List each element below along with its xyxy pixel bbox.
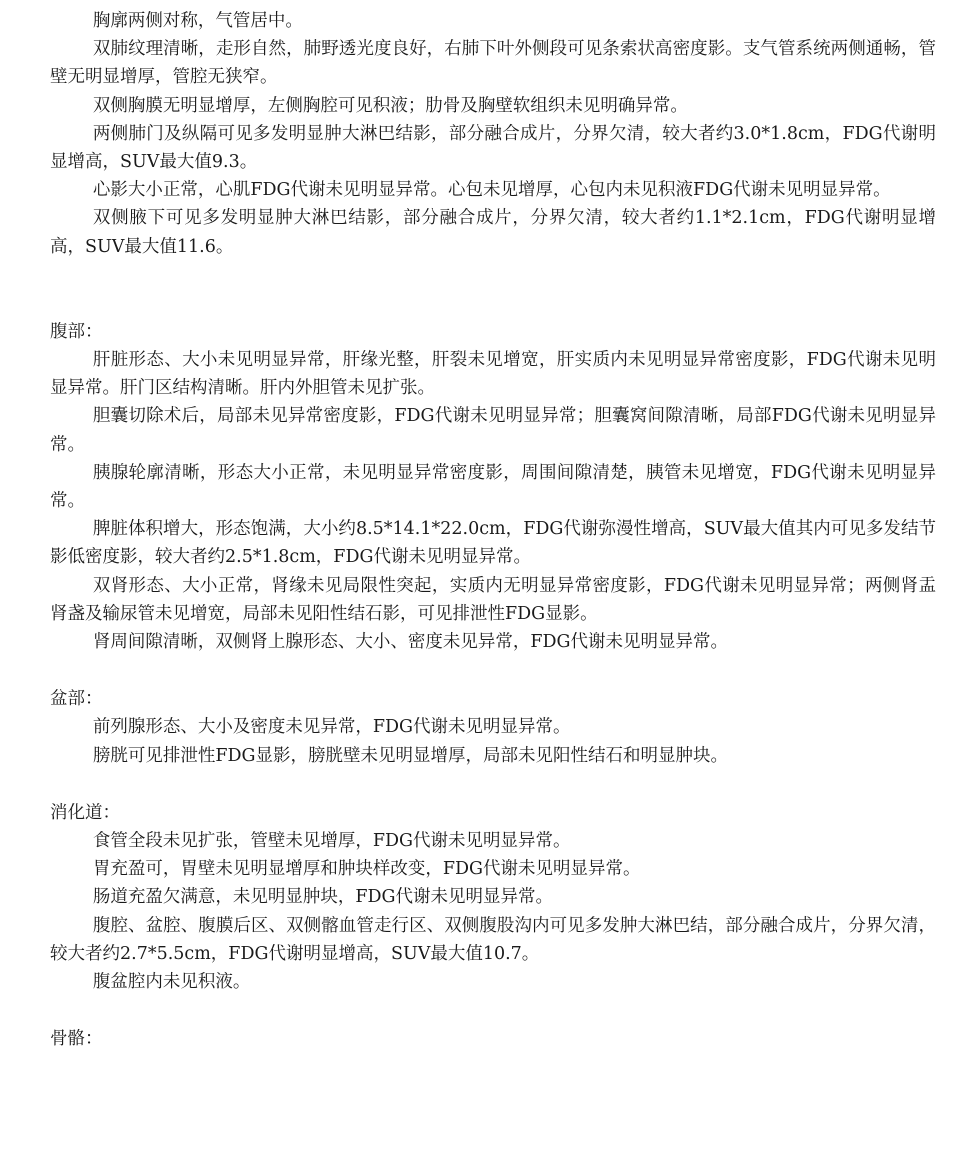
chest-paragraph: 双肺纹理清晰，走形自然，肺野透光度良好，右肺下叶外侧段可见条索状高密度影。支气管系统两侧通畅，管壁无明显增厚，管腔无狭窄。 xyxy=(50,39,936,88)
abdomen-paragraph: 肝脏形态、大小未见明显异常，肝缘光整，肝裂未见增宽，肝实质内未见明显异常密度影，FDG代谢未见明显异常。肝门区结构清晰。肝内外胆管未见扩张。 xyxy=(50,350,936,399)
digestive-paragraph: 肠道充盈欠满意，未见明显肿块，FDG代谢未见明显异常。 xyxy=(92,887,554,908)
pelvis-heading: 盆部： xyxy=(50,689,103,710)
abdomen-paragraph: 胰腺轮廓清晰，形态大小正常，未见明显异常密度影，周围间隙清楚，胰管未见增宽，FDG代谢未见明显异常。 xyxy=(50,462,936,512)
section-spacer xyxy=(50,996,936,1025)
bone-heading: 骨骼： xyxy=(50,1029,103,1050)
abdomen-paragraph: 双肾形态、大小正常，肾缘未见局限性突起，实质内无明显异常密度影，FDG代谢未见明显异常；两侧肾盂肾盏及输尿管未见增宽，局部未见阳性结石影，可见排泄性FDG显影。 xyxy=(50,575,936,624)
abdomen-paragraph: 肾周间隙清晰，双侧肾上腺形态、大小、密度未见异常，FDG代谢未见明显异常。 xyxy=(92,632,729,653)
abdomen-heading: 腹部： xyxy=(50,321,103,342)
report-body xyxy=(50,7,936,1054)
section-spacer xyxy=(50,261,936,318)
chest-paragraph: 心影大小正常，心肌FDG代谢未见明显异常。心包未见增厚，心包内未见积液FDG代谢未见明显异常。 xyxy=(92,180,891,201)
digestive-paragraph: 胃充盈可，胃壁未见明显增厚和肿块样改变，FDG代谢未见明显异常。 xyxy=(92,859,641,880)
digestive-paragraph: 腹盆腔内未见积液。 xyxy=(92,972,251,993)
chest-paragraph: 双侧腋下可见多发明显肿大淋巴结影，部分融合成片，分界欠清，较大者约1.1*2.1cm，FDG代谢明显增高，SUV最大值11.6。 xyxy=(50,208,936,257)
chest-paragraph: 双侧胸膜无明显增厚，左侧胸腔可见积液；肋骨及胸壁软组织未见明确异常。 xyxy=(92,95,688,116)
pelvis-paragraph: 前列腺形态、大小及密度未见异常，FDG代谢未见明显异常。 xyxy=(92,717,571,738)
digestive-heading: 消化道： xyxy=(50,802,120,823)
chest-paragraph: 胸廓两侧对称，气管居中。 xyxy=(92,11,303,31)
section-spacer xyxy=(50,770,936,799)
digestive-paragraph: 腹腔、盆腔、腹膜后区、双侧髂血管走行区、双侧腹股沟内可见多发肿大淋巴结，部分融合成片，分界欠清，较大者约2.7*5.5cm，FDG代谢明显增高，SUV最大值10.7。 xyxy=(50,915,936,964)
chest-paragraph: 两侧肺门及纵隔可见多发明显肿大淋巴结影，部分融合成片，分界欠清，较大者约3.0*1.8cm，FDG代谢明显增高，SUV最大值9.3。 xyxy=(50,123,936,173)
abdomen-paragraph: 脾脏体积增大，形态饱满，大小约8.5*14.1*22.0cm，FDG代谢弥漫性增高，SUV最大值其内可见多发结节影低密度影，较大者约2.5*1.8cm，FDG代谢未见明显异常。 xyxy=(50,519,936,568)
abdomen-paragraph: 胆囊切除术后，局部未见异常密度影，FDG代谢未见明显异常；胆囊窝间隙清晰，局部FDG代谢未见明显异常。 xyxy=(50,406,936,455)
section-spacer xyxy=(50,656,936,685)
pelvis-paragraph: 膀胱可见排泄性FDG显影，膀胱壁未见明显增厚，局部未见阳性结石和明显肿块。 xyxy=(92,745,729,766)
digestive-paragraph: 食管全段未见扩张，管壁未见增厚，FDG代谢未见明显异常。 xyxy=(92,831,571,852)
